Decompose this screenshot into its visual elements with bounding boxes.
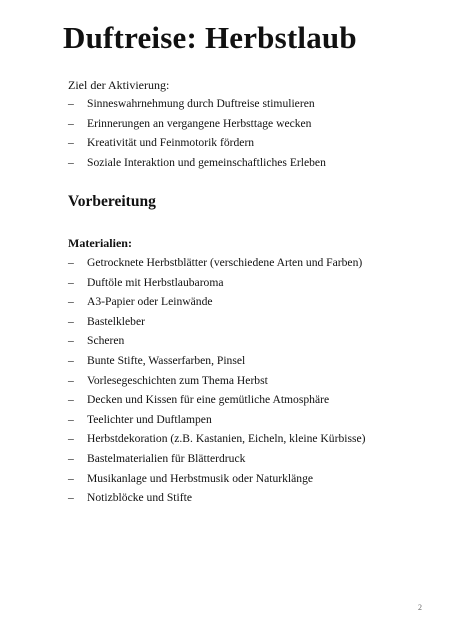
material-item	[68, 413, 408, 427]
goal-label: Ziel der Aktivierung:	[68, 78, 170, 92]
bullet-dash: –	[68, 373, 74, 387]
bullet-dash: –	[68, 412, 74, 426]
material-item-text: Bastelkleber	[87, 314, 145, 328]
bullet-dash: –	[68, 256, 74, 269]
material-item-text: Getrocknete Herbstblätter (verschiedene Arten und Farben)	[87, 256, 363, 269]
bullet-dash: –	[68, 116, 74, 130]
section-heading-preparation: Vorbereitung	[68, 193, 156, 210]
goal-item	[68, 156, 326, 170]
goal-item	[68, 117, 326, 131]
material-item	[68, 432, 408, 446]
material-item-text: Vorlesegeschichten zum Thema Herbst	[87, 373, 268, 387]
bullet-dash: –	[68, 432, 74, 446]
material-item	[68, 393, 408, 407]
goal-item-text: Sinneswahrnehmung durch Duftreise stimulieren	[87, 97, 315, 110]
bullet-dash: –	[68, 471, 74, 485]
page-number: 2	[418, 603, 422, 612]
material-item-text: A3-Papier oder Leinwände	[87, 295, 213, 309]
goal-item	[68, 97, 326, 111]
material-item	[68, 374, 408, 388]
material-item	[68, 276, 408, 290]
bullet-dash: –	[68, 393, 74, 407]
material-item-text: Teelichter und Duftlampen	[87, 412, 212, 426]
bullet-dash: –	[68, 334, 74, 348]
material-item-text: Herbstdekoration (z.B. Kastanien, Eicheln, kleine Kürbisse)	[87, 432, 366, 446]
material-item-text: Musikanlage und Herbstmusik oder Naturklänge	[87, 471, 314, 485]
materials-list	[68, 256, 408, 511]
goals-list	[68, 97, 326, 175]
material-item-text: Scheren	[87, 334, 125, 348]
bullet-dash: –	[68, 155, 74, 169]
bullet-dash: –	[68, 491, 74, 505]
goal-item-text: Soziale Interaktion und gemeinschaftliches Erleben	[87, 155, 326, 169]
material-item	[68, 315, 408, 329]
goal-item-text: Erinnerungen an vergangene Herbsttage wecken	[87, 116, 312, 130]
document-title: Duftreise: Herbstlaub	[63, 20, 357, 55]
bullet-dash: –	[68, 275, 74, 289]
material-item	[68, 452, 408, 466]
bullet-dash: –	[68, 314, 74, 328]
bullet-dash: –	[68, 295, 74, 309]
bullet-dash: –	[68, 451, 74, 465]
material-item	[68, 295, 408, 309]
material-item	[68, 472, 408, 486]
material-item-text: Decken und Kissen für eine gemütliche Atmosphäre	[87, 393, 330, 407]
material-item	[68, 491, 408, 505]
goal-item	[68, 136, 326, 150]
bullet-dash: –	[68, 97, 74, 110]
material-item-text: Duftöle mit Herbstlaubaroma	[87, 275, 224, 289]
bullet-dash: –	[68, 353, 74, 367]
material-item-text: Bunte Stifte, Wasserfarben, Pinsel	[87, 353, 246, 367]
material-item	[68, 354, 408, 368]
material-item-text: Bastelmaterialien für Blätterdruck	[87, 451, 246, 465]
material-item	[68, 256, 408, 270]
bullet-dash: –	[68, 136, 74, 149]
goal-item-text: Kreativität und Feinmotorik fördern	[87, 136, 255, 149]
material-item-text: Notizblöcke und Stifte	[87, 491, 192, 505]
material-item	[68, 334, 408, 348]
materials-heading: Materialien:	[68, 236, 132, 250]
